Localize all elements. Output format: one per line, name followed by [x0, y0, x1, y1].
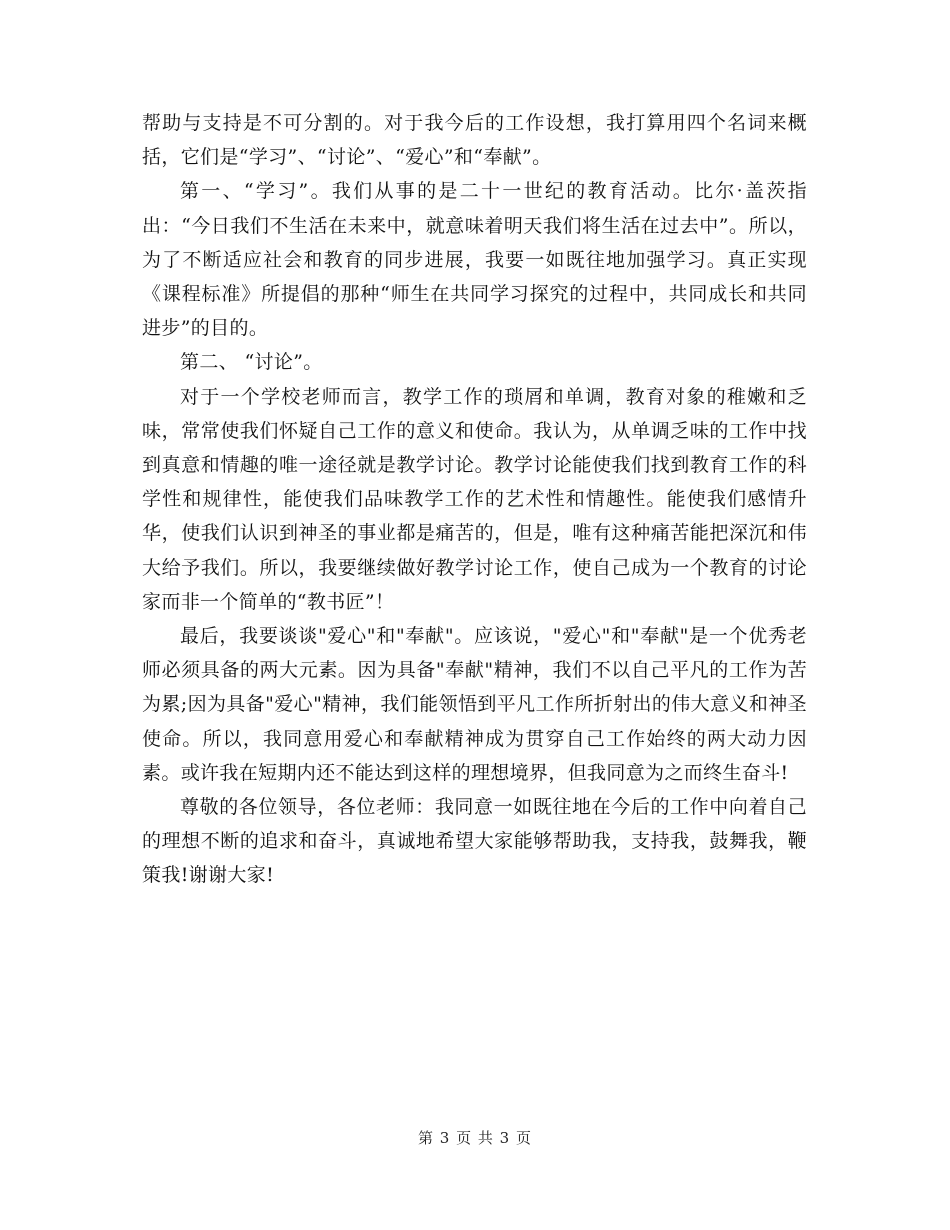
page-number-footer: 第 3 页 共 3 页 — [418, 1129, 532, 1147]
paragraph-continuation: 帮助与支持是不可分割的。对于我今后的工作设想，我打算用四个名词来概括，它们是“学习”、“讨论”、“爱心”和“奉献”。 — [142, 112, 807, 169]
document-body — [142, 106, 807, 893]
paragraph-love-dedication: 最后，我要谈谈"爱心"和"奉献"。应该说，"爱心"和"奉献"是一个优秀老师必须具备的两大元素。因为具备"奉献"精神，我们不以自己平凡的工作为苦为累;因为具备"爱心"精神，我们能领悟到平凡工作所折射出的伟大意义和神圣使命。所以，我同意用爱心和奉献精神成为贯穿自己工作始终的两大动力因素。或许我在短期内还不能达到这样的理想境界，但我同意为之而终生奋斗! — [142, 625, 807, 784]
paragraph-discussion-heading: 第二、 “讨论”。 — [180, 351, 323, 374]
paragraph-learning: 第一、“学习”。我们从事的是二十一世纪的教育活动。比尔·盖茨指出：“今日我们不生活在未来中，就意味着明天我们将生活在过去中”。所以，为了不断适应社会和教育的同步进展，我要一如既往地加强学习。真正实现《课程标准》所提倡的那种“师生在共同学习探究的过程中，共同成长和共同进步”的目的。 — [142, 180, 807, 340]
paragraph-discussion: 对于一个学校老师而言，教学工作的琐屑和单调，教育对象的稚嫩和乏味，常常使我们怀疑自己工作的意义和使命。我认为，从单调乏味的工作中找到真意和情趣的唯一途径就是教学讨论。教学讨论能使我们找到教育工作的科学性和规律性，能使我们品味教学工作的艺术性和情趣性。能使我们感情升华，使我们认识到神圣的事业都是痛苦的，但是，唯有这种痛苦能把深沉和伟大给予我们。所以，我要继续做好教学讨论工作，使自己成为一个教育的讨论家而非一个简单的“教书匠”！ — [142, 385, 807, 613]
paragraph-closing: 尊敬的各位领导，各位老师：我同意一如既往地在今后的工作中向着自己的理想不断的追求和奋斗，真诚地希望大家能够帮助我，支持我，鼓舞我，鞭策我!谢谢大家! — [142, 796, 807, 887]
